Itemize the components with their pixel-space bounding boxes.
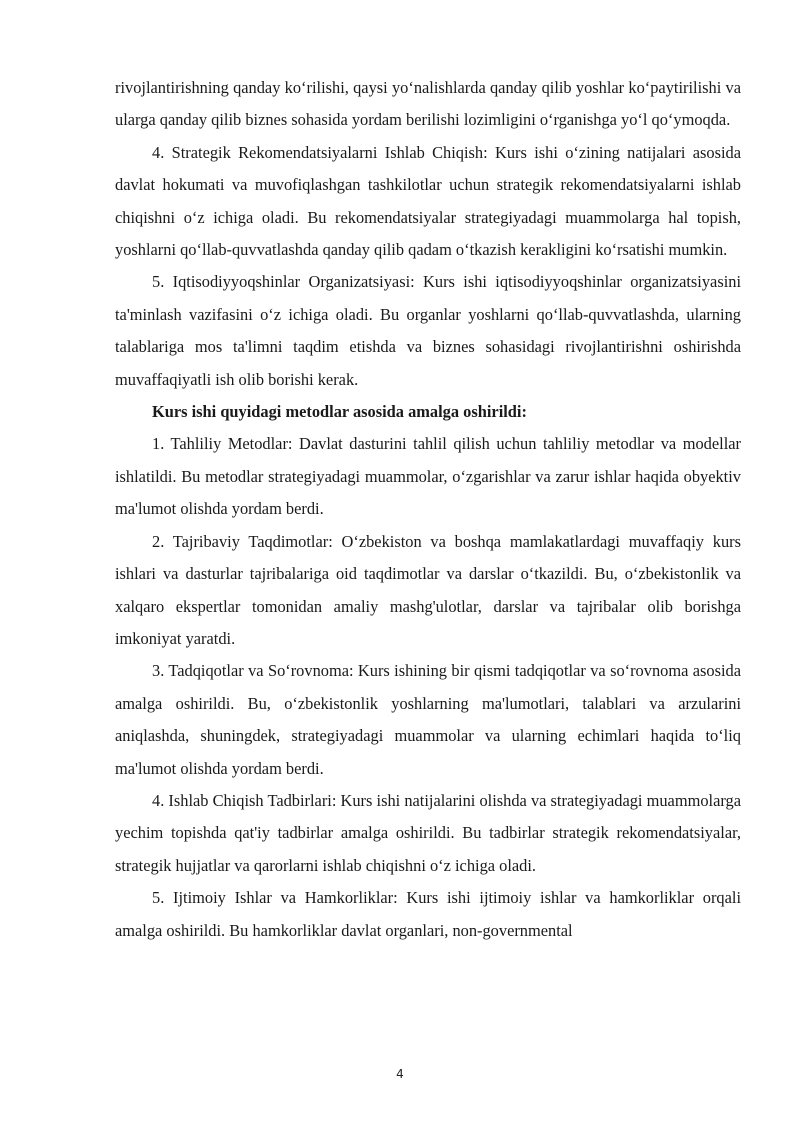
document-body xyxy=(115,72,741,947)
page-number: 4 xyxy=(396,1067,404,1081)
paragraph-development-measures: 4. Ishlab Chiqish Tadbirlari: Kurs ishi natijalarini olishda va strategiyadagi muammolarga yechim topishda qat'iy tadbirlar amalga oshirildi. Bu tadbirlar strategik rekomendatsiyalar, strategik hujjatlar va qarorlarni ishlab chiqishni o‘z ichiga oladi. xyxy=(115,790,741,875)
paragraph-research-survey: 3. Tadqiqotlar va So‘rovnoma: Kurs ishining bir qismi tadqiqotlar va so‘rovnoma asosida amalga oshirildi. Bu, o‘zbekistonlik yoshlarning ma'lumotlari, talablari va arzularini aniqlashda, shuningdek, strategiyadagi muammolar va ularning echimlari haqida to‘liq ma'lumot olishda yordam berdi. xyxy=(115,661,741,778)
paragraph-continuation: rivojlantirishning qanday ko‘rilishi, qaysi yo‘nalishlarda qanday qilib yoshlar ko‘paytirilishi va ularga qanday qilib biznes sohasida yordam berilishi lozimligini o‘rganishga yo‘l qo‘ymoqda. xyxy=(115,78,741,130)
paragraph-analytical-methods: 1. Tahliliy Metodlar: Davlat dasturini tahlil qilish uchun tahliliy metodlar va modellar ishlatildi. Bu metodlar strategiyadagi muammolar, o‘zgarishlar va zarur ishlar haqida obyektiv ma'lumot olishda yordam berdi. xyxy=(115,434,741,519)
paragraph-social-work: 5. Ijtimoiy Ishlar va Hamkorliklar: Kurs ishi ijtimoiy ishlar va hamkorliklar orqali amalga oshirildi. Bu hamkorliklar davlat organlari, non-governmental xyxy=(115,888,741,940)
paragraph-strategic-recommendations: 4. Strategik Rekomendatsiyalarni Ishlab Chiqish: Kurs ishi o‘zining natijalari asosida davlat hokumati va muvofiqlashgan tashkilotlar uchun strategik rekomendatsiyalarni ishlab chiqishni o‘z ichiga oladi. Bu rekomendatsiyalar strategiyadagi muammolarga hal topish, yoshlarni qo‘llab-quvvatlashda qanday qilib qadam o‘tkazish kerakligini ko‘rsatishi mumkin. xyxy=(115,142,741,260)
paragraph-experimental-presentations: 2. Tajribaviy Taqdimotlar: O‘zbekiston va boshqa mamlakatlardagi muvaffaqiy kurs ishlari va dasturlar tajribalariga oid taqdimotlar va darslar o‘tkazildi. Bu, o‘zbekistonlik va xalqaro ekspertlar tomonidan amaliy mashg'ulotlar, darslar va tajribalar olib borishga imkoniyat yaratdi. xyxy=(115,531,741,648)
paragraph-economic-organization: 5. Iqtisodiyyoqshinlar Organizatsiyasi: Kurs ishi iqtisodiyyoqshinlar organizatsiyasini ta'minlash vazifasini o‘z ichiga oladi. Bu organlar yoshlarni qo‘llab-quvvatlashda, ularning talablariga mos ta'limni taqdim etishda va biznes sohasidagi rivojlantirishni oshirishda muvaffaqiyatli ish olib borishi kerak. xyxy=(115,272,741,389)
methods-heading: Kurs ishi quyidagi metodlar asosida amalga oshirildi: xyxy=(152,402,527,422)
